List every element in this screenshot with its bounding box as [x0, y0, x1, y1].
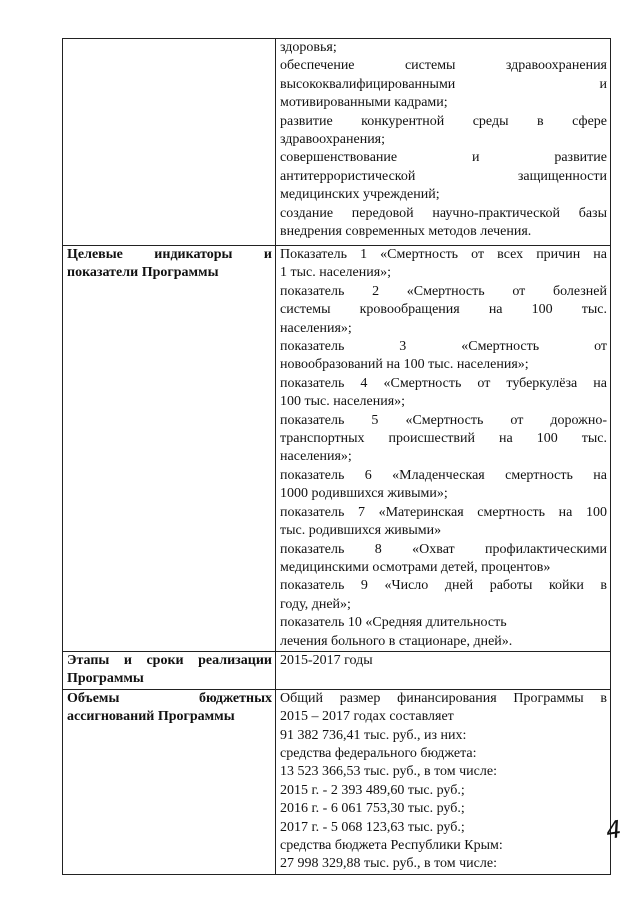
text-line: Общий размер финансирования Программы в: [280, 690, 607, 706]
text-line: 27 998 329,88 тыс. руб., в том числе:: [280, 856, 497, 872]
text-line: лечения больного в стационаре, дней».: [280, 633, 513, 649]
text-line: показатель 4 «Смертность от туберкулёза на: [280, 375, 607, 391]
text-line: показатель 8 «Охват профилактическими: [280, 541, 607, 557]
text-line: здравоохранения;: [280, 132, 386, 148]
text-line: антитеррористической защищенности: [280, 168, 607, 184]
text-line: совершенствование и развитие: [280, 150, 607, 166]
row-label: Этапы и сроки реализации Программы: [63, 651, 276, 689]
text-line: показатель 6 «Младенческая смертность на: [280, 467, 607, 483]
text-line: году, дней»;: [280, 596, 351, 612]
text-line: показатель 2 «Смертность от болезней: [280, 283, 607, 299]
text-line: показатель 5 «Смертность от дорожно-: [280, 412, 607, 428]
row-content: [276, 651, 611, 689]
text-line: показатель 3 «Смертность от: [280, 339, 607, 355]
text-line: показатель 10 «Средняя длительность: [280, 615, 507, 631]
text-line: медицинскими осмотрами детей, процентов»: [280, 559, 551, 575]
text-line: мотивированными кадрами;: [280, 95, 448, 111]
text-line: новообразований на 100 тыс. населения»;: [280, 357, 529, 373]
text-line: 2016 г. - 6 061 753,30 тыс. руб.;: [280, 801, 465, 817]
text-line: системы кровообращения на 100 тыс.: [280, 302, 607, 318]
table-row: [63, 39, 611, 246]
text-line: 2015-2017 годы: [280, 652, 373, 668]
text-line: 91 382 736,41 тыс. руб., из них:: [280, 727, 467, 743]
text-line: здоровья;: [280, 40, 337, 55]
text-line: транспортных происшествий на 100 тыс.: [280, 431, 607, 447]
text-line: средства бюджета Республики Крым:: [280, 838, 503, 853]
text-line: создание передовой научно-практической базы: [280, 205, 607, 221]
text-line: 2017 г. - 5 068 123,63 тыс. руб.;: [280, 819, 465, 835]
text-line: медицинских учреждений;: [280, 187, 440, 203]
page-number: 4: [604, 815, 624, 845]
row-label: [63, 39, 276, 246]
text-line: внедрения современных методов лечения.: [280, 224, 532, 240]
row-label: Целевые индикаторы и показатели Программы: [63, 246, 276, 652]
text-line: 100 тыс. населения»;: [280, 394, 406, 410]
table-row: [63, 689, 611, 874]
text-line: 1 тыс. населения»;: [280, 265, 392, 281]
text-line: населения»;: [280, 320, 352, 336]
text-line: показатель 7 «Материнская смертность на 100: [280, 504, 607, 520]
text-line: средства федерального бюджета:: [280, 745, 477, 761]
row-content: [276, 39, 611, 246]
text-line: населения»;: [280, 449, 352, 465]
row-content: [276, 246, 611, 652]
text-line: Показатель 1 «Смертность от всех причин на: [280, 247, 607, 262]
text-line: обеспечение системы здравоохранения: [280, 58, 607, 74]
text-line: 13 523 366,53 тыс. руб., в том числе:: [280, 764, 497, 780]
program-passport-table: [62, 38, 611, 875]
text-line: 2015 – 2017 годах составляет: [280, 709, 454, 725]
text-line: 2015 г. - 2 393 489,60 тыс. руб.;: [280, 782, 465, 798]
table-row: [63, 246, 611, 652]
row-label: Объемы бюджетных ассигнований Программы: [63, 689, 276, 874]
row-content: [276, 689, 611, 874]
table-row: [63, 651, 611, 689]
text-line: развитие конкурентной среды в сфере: [280, 113, 607, 129]
text-line: показатель 9 «Число дней работы койки в: [280, 578, 607, 594]
text-line: 1000 родившихся живыми»;: [280, 486, 448, 502]
text-line: высококвалифицированными и: [280, 76, 607, 92]
text-line: тыс. родившихся живыми»: [280, 523, 442, 539]
